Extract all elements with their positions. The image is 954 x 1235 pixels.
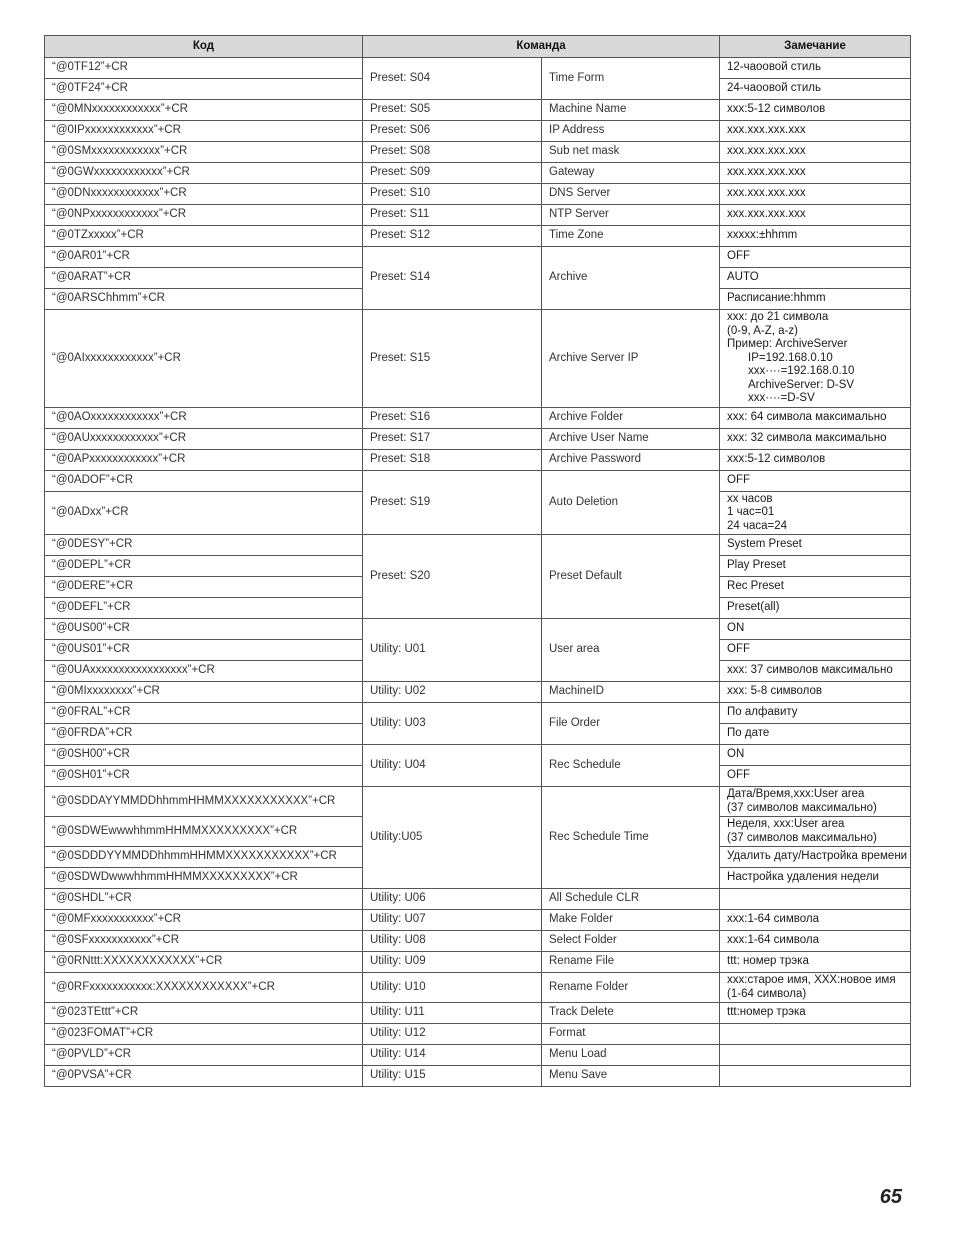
table-row [45, 973, 911, 1003]
command-name-cell: All Schedule CLR [542, 889, 720, 910]
note-cell: xxx: 64 символа максимально [720, 407, 911, 428]
command-name-cell: Format [542, 1024, 720, 1045]
command-name-cell: Sub net mask [542, 142, 720, 163]
table-row [45, 470, 911, 491]
table-row [45, 787, 911, 817]
code-cell: “@023FOMAT”+CR [45, 1024, 363, 1045]
note-cell: Настройка удаления недели [720, 868, 911, 889]
note-cell: xxxxx:±hhmm [720, 226, 911, 247]
command-id-cell: Preset: S08 [363, 142, 542, 163]
note-cell: Удалить дату/Настройка времени [720, 847, 911, 868]
note-line: xxx····=D-SV [748, 392, 815, 404]
note-cell: xxx: 37 символов максимально [720, 661, 911, 682]
note-cell: xxx:1-64 символа [720, 910, 911, 931]
code-cell: “@0TF24”+CR [45, 79, 363, 100]
note-cell [720, 787, 911, 817]
table-row [45, 100, 911, 121]
code-cell: “@0TZxxxxx”+CR [45, 226, 363, 247]
note-cell [720, 817, 911, 847]
note-cell: xxx: 5-8 символов [720, 682, 911, 703]
note-cell: По алфавиту [720, 703, 911, 724]
code-cell: “@0SH00”+CR [45, 745, 363, 766]
command-name-cell: Make Folder [542, 910, 720, 931]
command-id-cell: Utility: U12 [363, 1024, 542, 1045]
note-cell: ON [720, 745, 911, 766]
code-cell: “@0ADxx”+CR [45, 491, 363, 535]
note-cell: AUTO [720, 268, 911, 289]
code-cell: “@0MNxxxxxxxxxxxx”+CR [45, 100, 363, 121]
code-cell: “@0ARSChhmm”+CR [45, 289, 363, 310]
note-line: IP=192.168.0.10 [748, 351, 833, 364]
command-name-cell: NTP Server [542, 205, 720, 226]
note-line: Дата/Время,xxx:User area [727, 788, 865, 800]
table-row [45, 889, 911, 910]
note-line: (37 символов максимально) [727, 801, 877, 814]
command-id-cell: Preset: S19 [363, 470, 542, 535]
command-id-cell: Utility: U04 [363, 745, 542, 787]
note-cell [720, 491, 911, 535]
note-cell: 12-чаоовой стиль [720, 58, 911, 79]
command-name-cell: Rec Schedule Time [542, 787, 720, 889]
code-cell: “@0SDWDwwwhhmmHHMMXXXXXXXXX”+CR [45, 868, 363, 889]
code-cell: “@0DNxxxxxxxxxxxx”+CR [45, 184, 363, 205]
note-cell: xxx.xxx.xxx.xxx [720, 184, 911, 205]
code-cell: “@0TF12”+CR [45, 58, 363, 79]
command-id-cell: Utility: U08 [363, 931, 542, 952]
code-cell: “@0SDWEwwwhhmmHHMMXXXXXXXXX”+CR [45, 817, 363, 847]
table-row [45, 1024, 911, 1045]
code-cell: “@0ARAT”+CR [45, 268, 363, 289]
command-id-cell: Utility: U02 [363, 682, 542, 703]
table-row [45, 1045, 911, 1066]
command-name-cell: Track Delete [542, 1003, 720, 1024]
note-line: (0-9, A-Z, a-z) [727, 324, 798, 337]
note-cell [720, 1066, 911, 1087]
table-row [45, 142, 911, 163]
code-cell: “@0DERE”+CR [45, 577, 363, 598]
command-id-cell: Utility: U10 [363, 973, 542, 1003]
command-name-cell: Gateway [542, 163, 720, 184]
code-cell: “@0SH01”+CR [45, 766, 363, 787]
command-name-cell: Auto Deletion [542, 470, 720, 535]
table-header-row [45, 36, 911, 58]
note-cell [720, 1024, 911, 1045]
note-line: Пример: ArchiveServer [727, 338, 848, 350]
command-id-cell: Preset: S09 [363, 163, 542, 184]
table-row [45, 449, 911, 470]
table-row [45, 535, 911, 556]
code-cell: “@0NPxxxxxxxxxxxx”+CR [45, 205, 363, 226]
command-id-cell: Utility: U09 [363, 952, 542, 973]
command-id-cell: Preset: S18 [363, 449, 542, 470]
note-line: (1-64 символа) [727, 987, 807, 1000]
note-cell: Rec Preset [720, 577, 911, 598]
command-name-cell: Select Folder [542, 931, 720, 952]
code-cell: “@0AIxxxxxxxxxxxx”+CR [45, 310, 363, 408]
code-cell: “@0DEFL”+CR [45, 598, 363, 619]
code-cell: “@0DESY”+CR [45, 535, 363, 556]
command-id-cell: Preset: S15 [363, 310, 542, 408]
code-cell: “@0GWxxxxxxxxxxxx”+CR [45, 163, 363, 184]
code-cell: “@0SMxxxxxxxxxxxx”+CR [45, 142, 363, 163]
command-id-cell: Utility: U11 [363, 1003, 542, 1024]
note-cell: OFF [720, 766, 911, 787]
note-cell: ttt: номер трэка [720, 952, 911, 973]
header-note: Замечание [720, 36, 911, 58]
command-table [44, 35, 911, 1087]
code-cell: “@0FRAL”+CR [45, 703, 363, 724]
note-cell: Preset(all) [720, 598, 911, 619]
code-cell: “@0MFxxxxxxxxxxx”+CR [45, 910, 363, 931]
command-id-cell: Preset: S06 [363, 121, 542, 142]
command-name-cell: Rename Folder [542, 973, 720, 1003]
command-name-cell: Time Form [542, 58, 720, 100]
command-id-cell: Utility: U07 [363, 910, 542, 931]
command-id-cell: Preset: S12 [363, 226, 542, 247]
command-name-cell: Rec Schedule [542, 745, 720, 787]
table-row [45, 1066, 911, 1087]
note-cell: По дате [720, 724, 911, 745]
code-cell: “@0FRDA”+CR [45, 724, 363, 745]
note-cell [720, 973, 911, 1003]
command-name-cell: Menu Save [542, 1066, 720, 1087]
table-row [45, 682, 911, 703]
command-name-cell: Archive [542, 247, 720, 310]
code-cell: “@0PVSA”+CR [45, 1066, 363, 1087]
note-cell: System Preset [720, 535, 911, 556]
table-row [45, 205, 911, 226]
command-name-cell: Archive Password [542, 449, 720, 470]
note-cell: Расписание:hhmm [720, 289, 911, 310]
note-line: xxx····=192.168.0.10 [748, 365, 855, 377]
note-cell [720, 1045, 911, 1066]
note-line: ArchiveServer: D-SV [748, 378, 855, 391]
command-id-cell: Preset: S20 [363, 535, 542, 619]
code-cell: “@0US01”+CR [45, 640, 363, 661]
command-name-cell: Archive Folder [542, 407, 720, 428]
note-cell: OFF [720, 640, 911, 661]
note-line: Неделя, xxx:User area [727, 818, 845, 830]
table-body [45, 58, 911, 1087]
command-id-cell: Utility: U15 [363, 1066, 542, 1087]
note-cell: ON [720, 619, 911, 640]
command-name-cell: Archive User Name [542, 428, 720, 449]
code-cell: “@0RFxxxxxxxxxxx:XXXXXXXXXXXX”+CR [45, 973, 363, 1003]
note-line: 1 час=01 [727, 506, 775, 518]
table-row [45, 121, 911, 142]
note-cell: Play Preset [720, 556, 911, 577]
command-id-cell: Preset: S17 [363, 428, 542, 449]
code-cell: “@0SFxxxxxxxxxxx”+CR [45, 931, 363, 952]
code-cell: “@0ADOF”+CR [45, 470, 363, 491]
table-row [45, 58, 911, 79]
table-row [45, 1003, 911, 1024]
command-id-cell: Preset: S14 [363, 247, 542, 310]
note-cell: xxx.xxx.xxx.xxx [720, 142, 911, 163]
header-command: Команда [363, 36, 720, 58]
note-cell: 24-чаоовой стиль [720, 79, 911, 100]
command-id-cell: Preset: S05 [363, 100, 542, 121]
code-cell: “@0UAxxxxxxxxxxxxxxxxx”+CR [45, 661, 363, 682]
table-row [45, 703, 911, 724]
command-name-cell: Time Zone [542, 226, 720, 247]
command-name-cell: File Order [542, 703, 720, 745]
table-row [45, 226, 911, 247]
table-row [45, 931, 911, 952]
note-cell [720, 889, 911, 910]
command-name-cell: Rename File [542, 952, 720, 973]
table-row [45, 428, 911, 449]
code-cell: “@0MIxxxxxxxx”+CR [45, 682, 363, 703]
table-row [45, 952, 911, 973]
header-code: Код [45, 36, 363, 58]
command-id-cell: Utility: U01 [363, 619, 542, 682]
code-cell: “@0AOxxxxxxxxxxxx”+CR [45, 407, 363, 428]
note-cell [720, 310, 911, 408]
note-cell: OFF [720, 247, 911, 268]
note-line: 24 часа=24 [727, 519, 788, 532]
command-id-cell: Utility:U05 [363, 787, 542, 889]
command-name-cell: Menu Load [542, 1045, 720, 1066]
code-cell: “@023TEttt”+CR [45, 1003, 363, 1024]
table-row [45, 407, 911, 428]
command-id-cell: Preset: S10 [363, 184, 542, 205]
command-name-cell: IP Address [542, 121, 720, 142]
code-cell: “@0AR01”+CR [45, 247, 363, 268]
code-cell: “@0DEPL”+CR [45, 556, 363, 577]
code-cell: “@0APxxxxxxxxxxxx”+CR [45, 449, 363, 470]
command-id-cell: Utility: U14 [363, 1045, 542, 1066]
command-name-cell: User area [542, 619, 720, 682]
table-row [45, 184, 911, 205]
command-name-cell: DNS Server [542, 184, 720, 205]
command-id-cell: Utility: U06 [363, 889, 542, 910]
note-line: xxx: до 21 символа [727, 311, 829, 323]
note-line: xx часов [727, 492, 773, 505]
note-cell: xxx:1-64 символа [720, 931, 911, 952]
code-cell: “@0PVLD”+CR [45, 1045, 363, 1066]
table-row [45, 163, 911, 184]
command-name-cell: Machine Name [542, 100, 720, 121]
note-cell: xxx:5-12 символов [720, 100, 911, 121]
note-line: xxx:старое имя, XXX:новое имя [727, 974, 896, 986]
command-id-cell: Preset: S04 [363, 58, 542, 100]
code-cell: “@0US00”+CR [45, 619, 363, 640]
command-id-cell: Preset: S16 [363, 407, 542, 428]
command-id-cell: Utility: U03 [363, 703, 542, 745]
note-cell: xxx.xxx.xxx.xxx [720, 205, 911, 226]
table-row [45, 310, 911, 408]
command-name-cell: Preset Default [542, 535, 720, 619]
code-cell: “@0AUxxxxxxxxxxxx”+CR [45, 428, 363, 449]
table-row [45, 910, 911, 931]
code-cell: “@0SDDDYYMMDDhhmmHHMMXXXXXXXXXXX”+CR [45, 847, 363, 868]
note-cell: xxx.xxx.xxx.xxx [720, 121, 911, 142]
command-name-cell: Archive Server IP [542, 310, 720, 408]
code-cell: “@0IPxxxxxxxxxxxx”+CR [45, 121, 363, 142]
note-cell: ttt:номер трэка [720, 1003, 911, 1024]
page-number: 65 [879, 1186, 902, 1208]
note-cell: OFF [720, 470, 911, 491]
table-row [45, 619, 911, 640]
note-line: (37 символов максимально) [727, 831, 877, 844]
code-cell: “@0SDDAYYMMDDhhmmHHMMXXXXXXXXXXX”+CR [45, 787, 363, 817]
command-id-cell: Preset: S11 [363, 205, 542, 226]
command-name-cell: MachineID [542, 682, 720, 703]
code-cell: “@0SHDL”+CR [45, 889, 363, 910]
note-cell: xxx:5-12 символов [720, 449, 911, 470]
code-cell: “@0RNttt:XXXXXXXXXXXX”+CR [45, 952, 363, 973]
note-cell: xxx: 32 символа максимально [720, 428, 911, 449]
table-row [45, 247, 911, 268]
table-row [45, 745, 911, 766]
note-cell: xxx.xxx.xxx.xxx [720, 163, 911, 184]
